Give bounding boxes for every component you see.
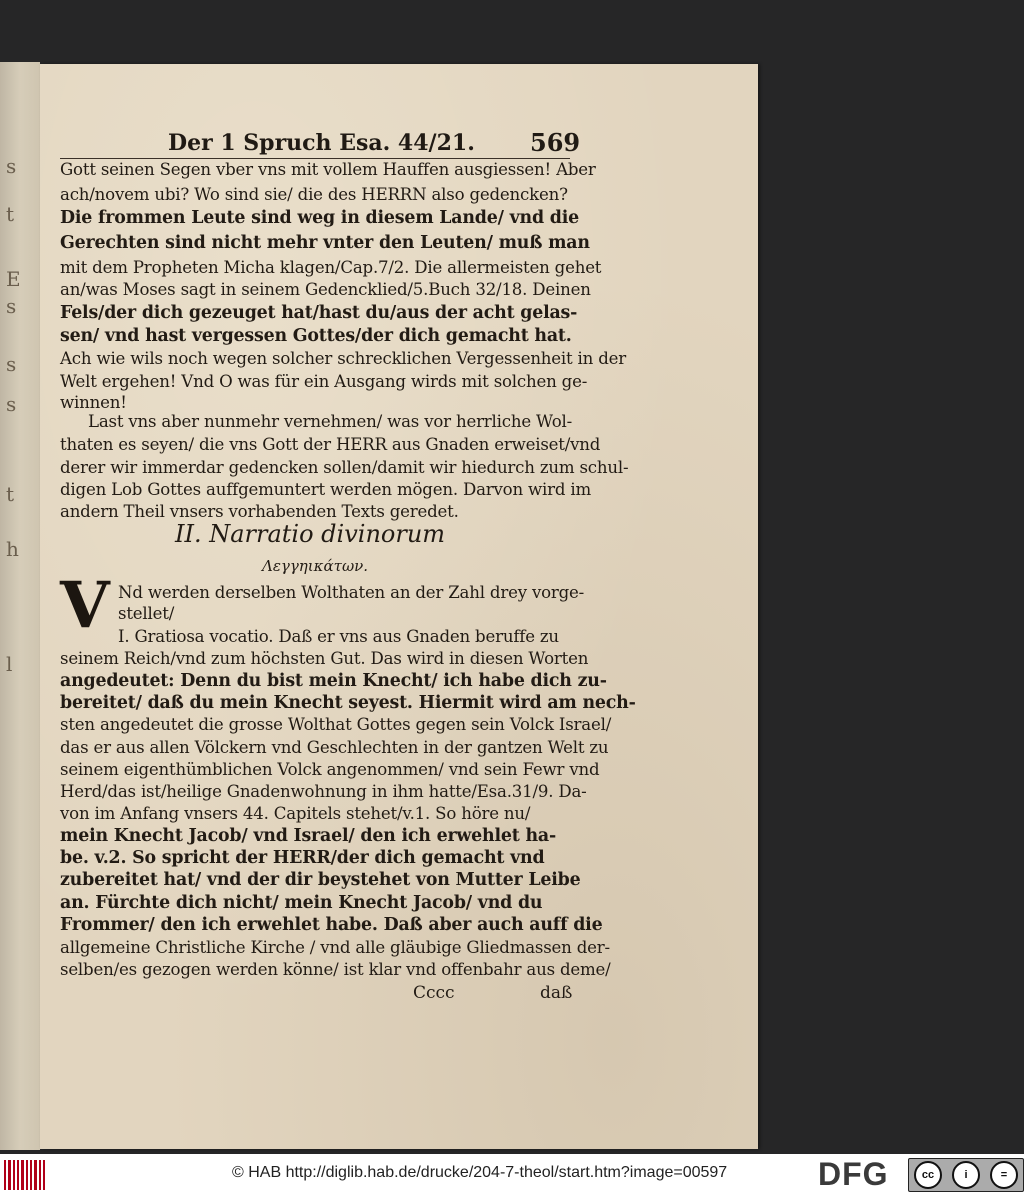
text-line: an. Fürchte dich nicht/ mein Knecht Jacob/ vnd du [60, 893, 543, 913]
prev-page-fragment: t [6, 202, 15, 226]
by-icon: i [952, 1161, 980, 1189]
text-line: das er aus allen Völckern vnd Geschlechten in der gantzen Welt zu [60, 738, 609, 757]
running-head: Der 1 Spruch Esa. 44/21. [168, 130, 475, 156]
prev-page-fragment: t [6, 482, 15, 506]
text-line: be. v.2. So spricht der HERR/der dich gemacht vnd [60, 848, 545, 868]
prev-page-fragment: s [6, 392, 17, 416]
header-rule [60, 158, 570, 159]
text-line: mit dem Propheten Micha klagen/Cap.7/2. Die allermeisten gehet [60, 258, 602, 277]
prev-page-fragment: s [6, 352, 17, 376]
drop-cap: V [60, 568, 110, 643]
text-line: Frommer/ den ich erwehlet habe. Daß aber auch auff die [60, 915, 603, 935]
catchword: daß [540, 983, 573, 1003]
text-line: I. Gratiosa vocatio. Daß er vns aus Gnaden beruffe zu [118, 627, 559, 646]
text-line: Gerechten sind nicht mehr vnter den Leuten/ muß man [60, 233, 590, 253]
text-line: bereitet/ daß du mein Knecht seyest. Hiermit wird am nech- [60, 693, 636, 713]
text-line: seinem eigenthümblichen Volck angenommen/ vnd sein Fewr vnd [60, 760, 600, 779]
text-line: ach/novem ubi? Wo sind sie/ die des HERRN also gedencken? [60, 185, 568, 204]
text-line: Welt ergehen! Vnd O was für ein Ausgang wirds mit solchen ge- [60, 372, 588, 391]
text-line: von im Anfang vnsers 44. Capitels stehet/v.1. So höre nu/ [60, 804, 531, 823]
text-line: selben/es gezogen werden könne/ ist klar vnd offenbahr aus deme/ [60, 960, 611, 979]
text-line: an/was Moses sagt in seinem Gedencklied/5.Buch 32/18. Deinen [60, 280, 591, 299]
hab-logo-icon [4, 1160, 46, 1190]
text-line: angedeutet: Denn du bist mein Knecht/ ich habe dich zu- [60, 671, 607, 691]
text-line: Nd werden derselben Wolthaten an der Zahl drey vorge- [118, 583, 585, 602]
prev-page-fragment: h [6, 537, 19, 561]
copyright-link[interactable]: © HAB http://diglib.hab.de/drucke/204-7-theol/start.htm?image=00597 [232, 1164, 728, 1181]
cc-license-badge[interactable] [908, 1158, 1024, 1192]
footer-bar [0, 1154, 1024, 1194]
prev-page-fragment: s [6, 294, 17, 318]
text-line: Fels/der dich gezeuget hat/hast du/aus der acht gelas- [60, 303, 578, 323]
text-line: andern Theil vnsers vorhabenden Texts geredet. [60, 502, 459, 521]
text-line: sten angedeutet die grosse Wolthat Gottes gegen sein Volck Israel/ [60, 715, 612, 734]
dfg-logo: DFG [818, 1156, 889, 1192]
prev-page-fragment: s [6, 154, 17, 178]
text-line: derer wir immerdar gedencken sollen/damit wir hiedurch zum schul- [60, 458, 629, 477]
text-line: seinem Reich/vnd zum höchsten Gut. Das wird in diesen Worten [60, 649, 589, 668]
text-line: winnen! [60, 393, 127, 412]
text-line: zubereitet hat/ vnd der dir beystehet von Mutter Leibe [60, 870, 581, 890]
text-line: Herd/das ist/heilige Gnadenwohnung in ihm hatte/Esa.31/9. Da- [60, 782, 587, 801]
prev-page-fragment: E [6, 267, 21, 291]
text-line: digen Lob Gottes auffgemuntert werden mögen. Darvon wird im [60, 480, 592, 499]
text-line: Gott seinen Segen vber vns mit vollem Hauffen ausgiessen! Aber [60, 160, 596, 179]
page-number: 569 [530, 128, 581, 157]
text-line: stellet/ [118, 604, 175, 623]
cc-icon: cc [914, 1161, 942, 1189]
text-line: Last vns aber nunmehr vernehmen/ was vor herrliche Wol- [88, 412, 573, 431]
text-line: mein Knecht Jacob/ vnd Israel/ den ich erwehlet ha- [60, 826, 556, 846]
section-subheading: Λεγγηικάτων. [262, 557, 369, 575]
text-line: Die frommen Leute sind weg in diesem Lande/ vnd die [60, 208, 580, 228]
previous-page-edge [0, 62, 40, 1150]
text-line: Ach wie wils noch wegen solcher schrecklichen Vergessenheit in der [60, 349, 627, 368]
sa-icon: = [990, 1161, 1018, 1189]
text-line: sen/ vnd hast vergessen Gottes/der dich gemacht hat. [60, 326, 572, 346]
prev-page-fragment: l [6, 652, 13, 676]
text-line: thaten es seyen/ die vns Gott der HERR aus Gnaden erweiset/vnd [60, 435, 601, 454]
text-line: allgemeine Christliche Kirche / vnd alle gläubige Gliedmassen der- [60, 938, 610, 957]
section-heading: II. Narratio divinorum [175, 520, 446, 548]
signature-mark: Cccc [413, 983, 455, 1003]
